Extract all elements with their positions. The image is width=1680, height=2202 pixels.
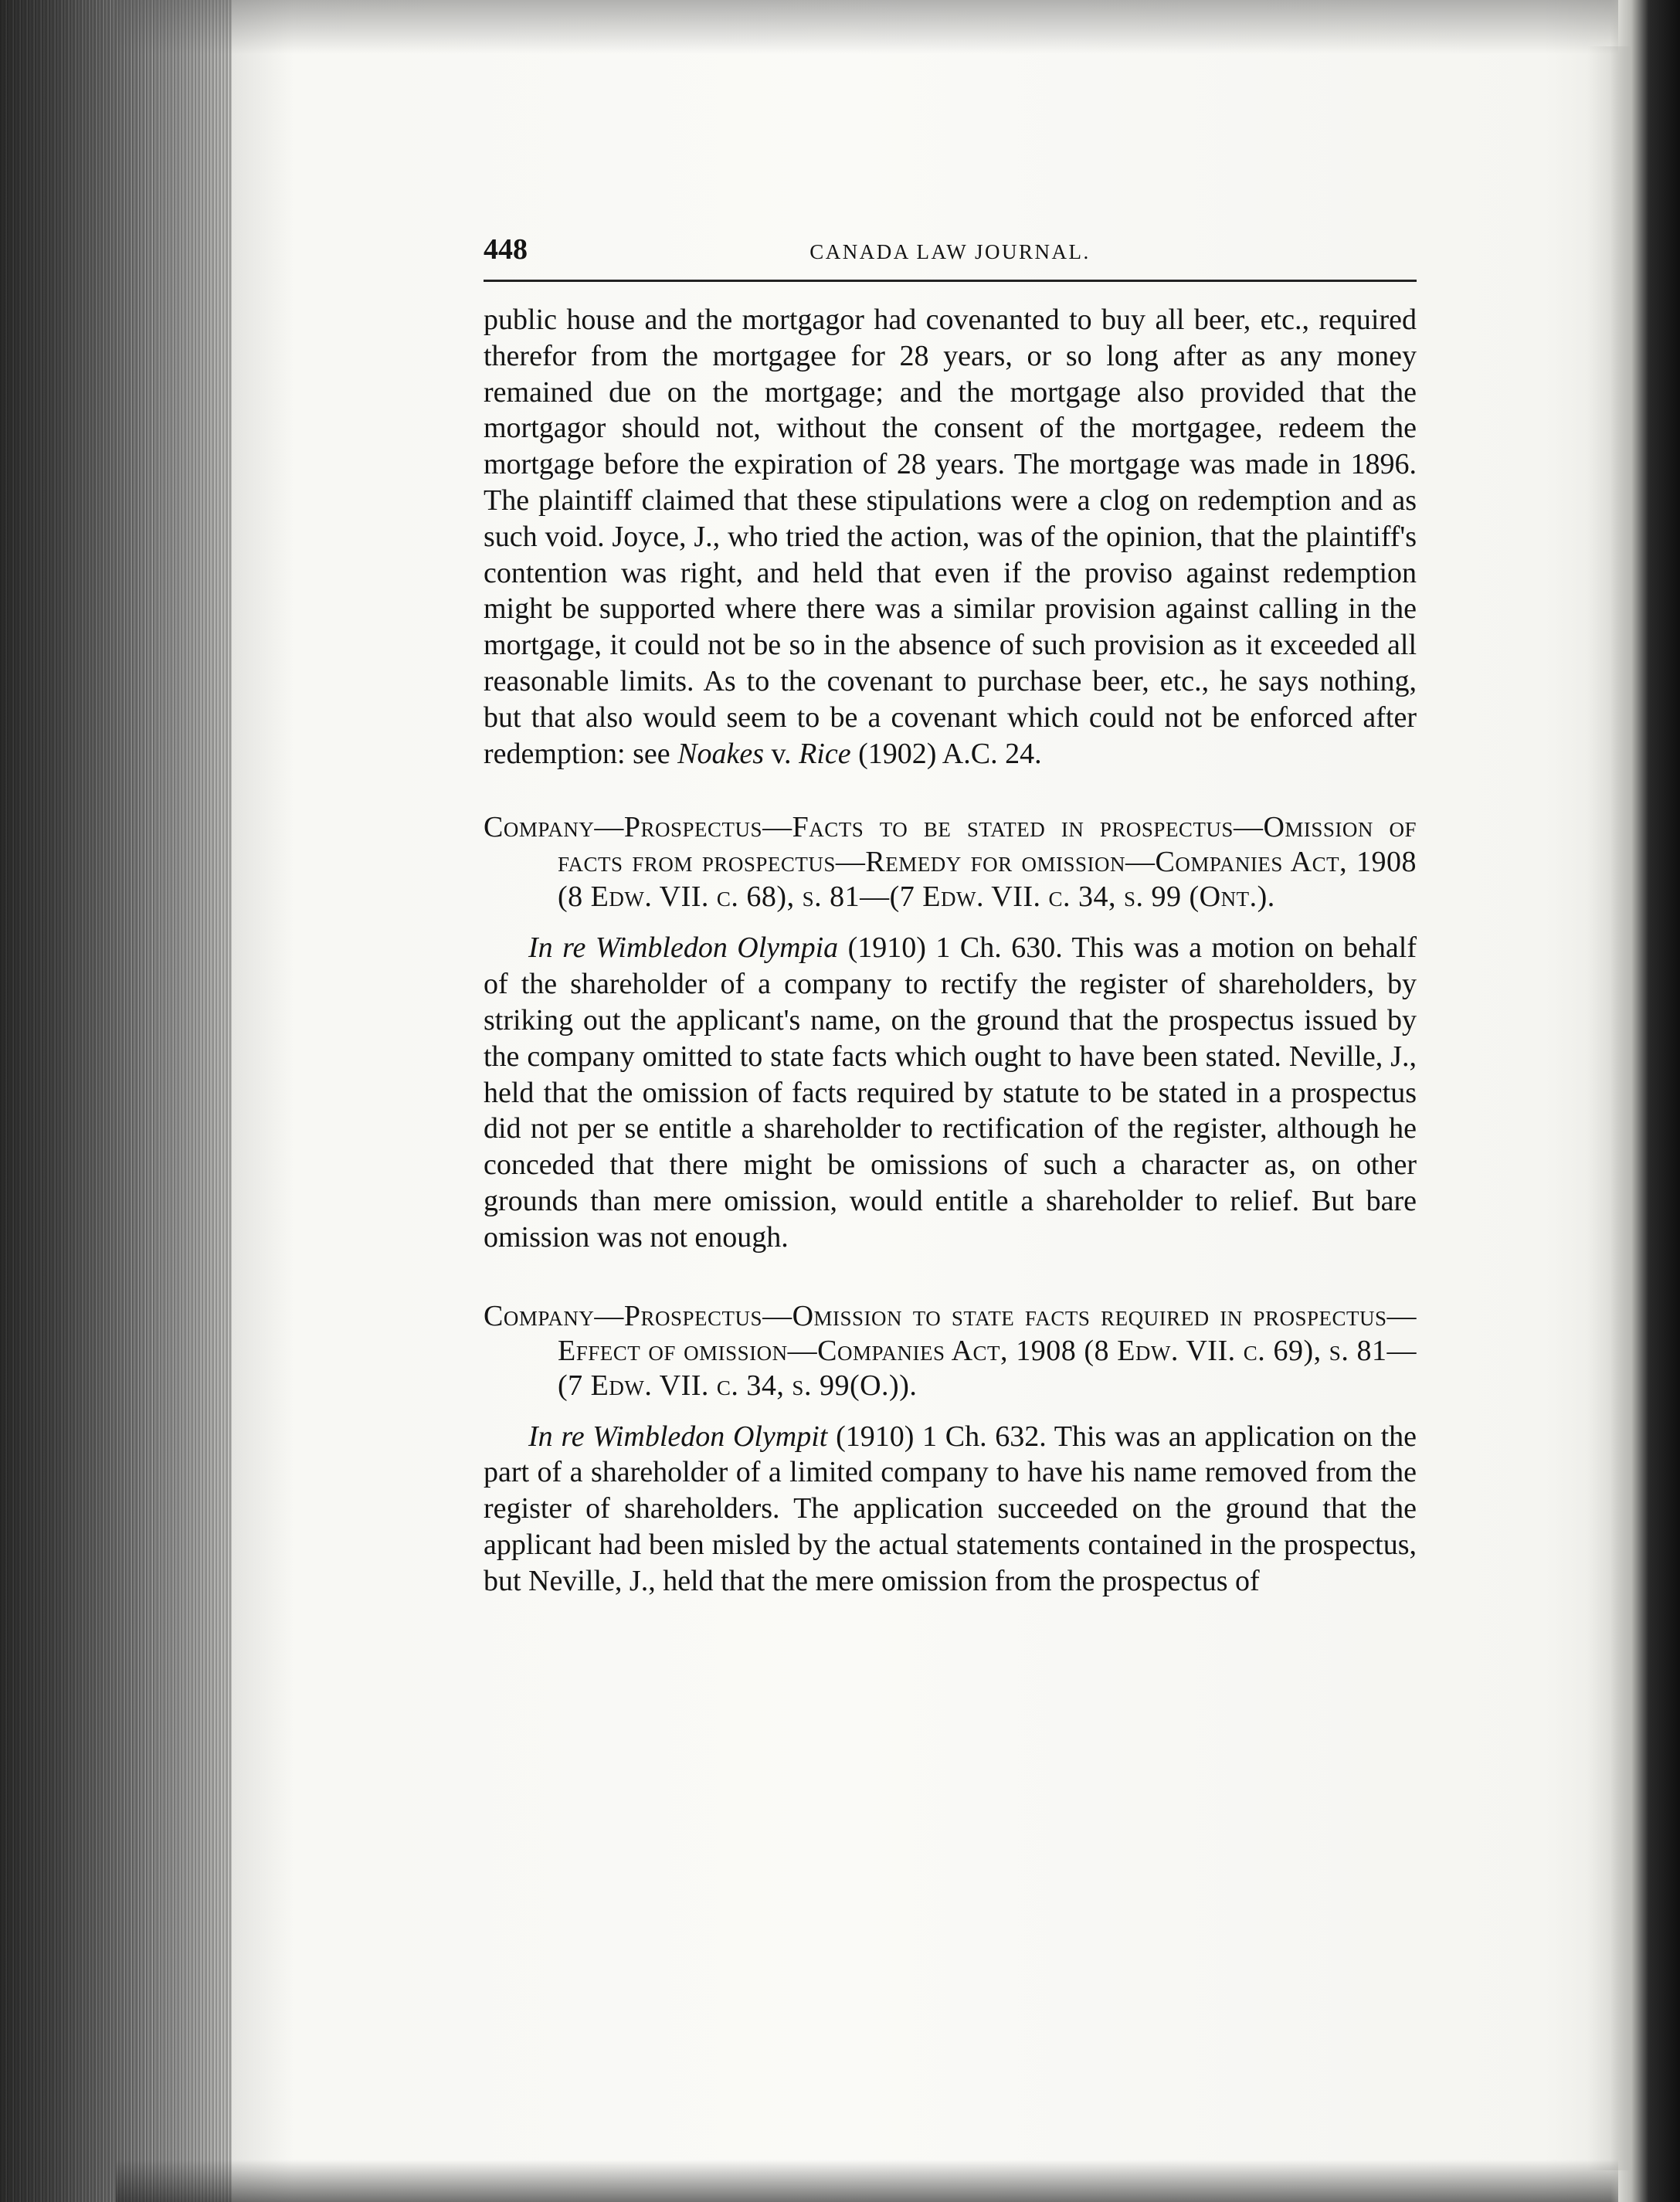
case-name-2: In re Wimbledon Olympit [528,1420,828,1453]
section-heading-1: Company—Prospectus—Facts to be stated in prospectus—Omission of facts from prospectus—Remedy for omission—Companies Act, 1908 (8 Edw. VII. c. 68), s. 81—(7 Edw. VII. c. 34, s. 99 (Ont.). [484,811,1417,914]
binding-fade [154,0,294,2202]
cite-versus: v. [764,737,799,770]
case-2-text: (1910) 1 Ch. 632. This was an application on the part of a shareholder of a limited company to have his name removed from the register of shareholders. The application succeeded on the ground that the applicant had been misled by the actual statements contained in the prospectus, but Neville, J., held that the mere omission from the prospectus of [484,1420,1417,1597]
running-head: CANADA LAW JOURNAL. [809,240,1091,263]
section-heading-2: Company—Prospectus—Omission to state facts required in prospectus—Effect of omission—Companies Act, 1908 (8 Edw. VII. c. 69), s. 81—(7 Edw. VII. c. 34, s. 99(O.)). [484,1299,1417,1402]
paragraph-mortgage-case [484,302,1417,772]
header-rule [484,280,1417,282]
paragraph-1-text: public house and the mortgagor had covenanted to buy all beer, etc., required therefor from the mortgagee for 28 years, or so long after as any money remained due on the mortgage; and the mortgage also provided that the mortgagor should not, without the consent of the mortgagee, redeem the mortgage before the expiration of 28 years. The mortgage was made in 1896. The plaintiff claimed that these stipulations were a clog on redemption and as such void. Joyce, J., who tried the action, was of the opinion, that the plaintiff's contention was right, and held that even if the proviso against redemption might be supported where there was a similar provision against calling in the mortgage, it could not be so in the absence of such provision as it exceeded all reasonable limits. As to the covenant to purchase beer, etc., he says nothing, but that also would seem to be a covenant which could not be enforced after redemption: see [484,304,1417,770]
cite-rice: Rice [799,737,851,770]
journal-page [484,232,1417,1600]
page-header [484,232,1417,277]
case-name-1: In re Wimbledon Olympia [528,931,839,965]
right-page-edge [1610,0,1680,2202]
paragraph-wimbledon-630 [484,930,1417,1255]
bottom-edge-shadow [116,2160,1618,2202]
cite-noakes: Noakes [677,737,765,770]
paragraph-1-end: (1902) A.C. 24. [850,737,1042,770]
top-edge-shadow [116,0,1618,54]
page-number: 448 [484,233,528,266]
paragraph-wimbledon-632 [484,1419,1417,1600]
case-1-text: (1910) 1 Ch. 630. This was a motion on behalf of the shareholder of a company to rectify the register of shareholders, by striking out the applicant's name, on the ground that the prospectus issued by the company omitted to state facts which ought to have been stated. Neville, J., held that the omission of facts required by statute to be stated in a prospectus did not per se entitle a shareholder to rectification of the register, although he conceded that there might be omissions of such a character as, on other grounds than mere omission, would entitle a shareholder to relief. But bare omission was not enough. [484,931,1417,1254]
